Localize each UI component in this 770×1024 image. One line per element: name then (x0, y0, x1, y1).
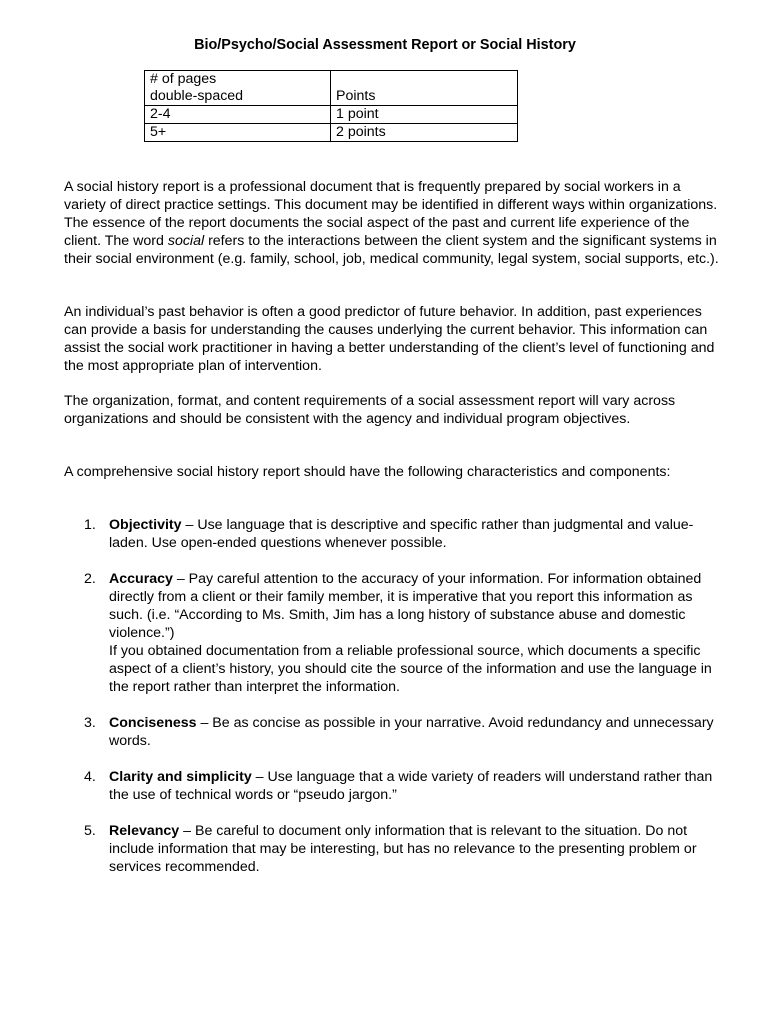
list-item-text: – Use language that a wide variety of readers will understand rather than the use of technical words or “pseudo jargon.” (109, 769, 713, 803)
points-cell: 1 point (331, 106, 518, 124)
characteristics-list (64, 516, 724, 894)
list-item-extra-text: If you obtained documentation from a reliable professional source, which documents a specific aspect of a client’s history, you should cite the source of the information and use the language in the report rather than interpret the information. (109, 643, 712, 695)
list-item-text: – Be as concise as possible in your narrative. Avoid redundancy and unnecessary words. (109, 715, 714, 749)
list-item-term: Conciseness (109, 715, 197, 731)
header-pages-line1: # of pages (150, 71, 217, 87)
header-pages-cell (145, 71, 331, 106)
table-row (145, 124, 518, 142)
paragraph-organization: The organization, format, and content requirements of a social assessment report will vary across organizations and should be consistent with the agency and individual program objectives. (64, 393, 676, 427)
points-cell: 2 points (331, 124, 518, 142)
paragraph-intro-emphasis: social (167, 233, 205, 249)
header-points-cell: Points (331, 71, 518, 106)
page-title: Bio/Psycho/Social Assessment Report or Social History (194, 37, 576, 53)
points-table (144, 70, 518, 142)
pages-cell: 2-4 (145, 106, 331, 124)
table-row (145, 106, 518, 124)
paragraph-intro-part1: A social history report is a professional document that is frequently prepared by social workers in a variety of direct practice settings. This document may be identified in different ways within organizations. The essence of the report documents the social aspect of the past and current life experience of the client. The word (64, 179, 718, 249)
list-item-term: Objectivity (109, 517, 182, 533)
list-item-number: 4. (84, 769, 96, 785)
pages-cell: 5+ (145, 124, 331, 142)
list-item-term: Clarity and simplicity (109, 769, 252, 785)
paragraph-components: A comprehensive social history report should have the following characteristics and components: (64, 464, 671, 480)
header-pages-line2: double-spaced (150, 88, 244, 104)
list-item (64, 768, 724, 804)
list-item-text: – Pay careful attention to the accuracy of your information. For information obtained directly from a client or their family member, it is imperative that you report this information as such. (i.e. “According to Ms. Smith, Jim has a long history of substance abuse and domestic violence.”) (109, 571, 702, 641)
list-item-term: Accuracy (109, 571, 173, 587)
list-item (64, 516, 724, 552)
paragraph-intro (64, 178, 724, 268)
list-item-term: Relevancy (109, 823, 180, 839)
paragraph-intro-part2: refers to the interactions between the client system and the significant systems in their social environment (e.g. family, school, job, medical community, legal system, social supports, etc.). (64, 233, 719, 267)
list-item (64, 714, 724, 750)
list-item-text: – Use language that is descriptive and specific rather than judgmental and value-laden. Use open-ended questions whenever possible. (109, 517, 694, 551)
list-item (64, 822, 724, 876)
list-item-number: 1. (84, 517, 96, 533)
table-header-row (145, 71, 518, 106)
list-item-text: – Be careful to document only information that is relevant to the situation. Do not include information that may be interesting, but has no relevance to the presenting problem or services recommended. (109, 823, 697, 875)
list-item (64, 570, 724, 696)
list-item-number: 5. (84, 823, 96, 839)
paragraph-past-behavior: An individual’s past behavior is often a good predictor of future behavior. In addition, past experiences can provide a basis for understanding the causes underlying the current behavior. This information can assist the social work practitioner in having a better understanding of the client’s level of functioning and the most appropriate plan of intervention. (64, 304, 715, 374)
list-item-number: 3. (84, 715, 96, 731)
list-item-number: 2. (84, 571, 96, 587)
